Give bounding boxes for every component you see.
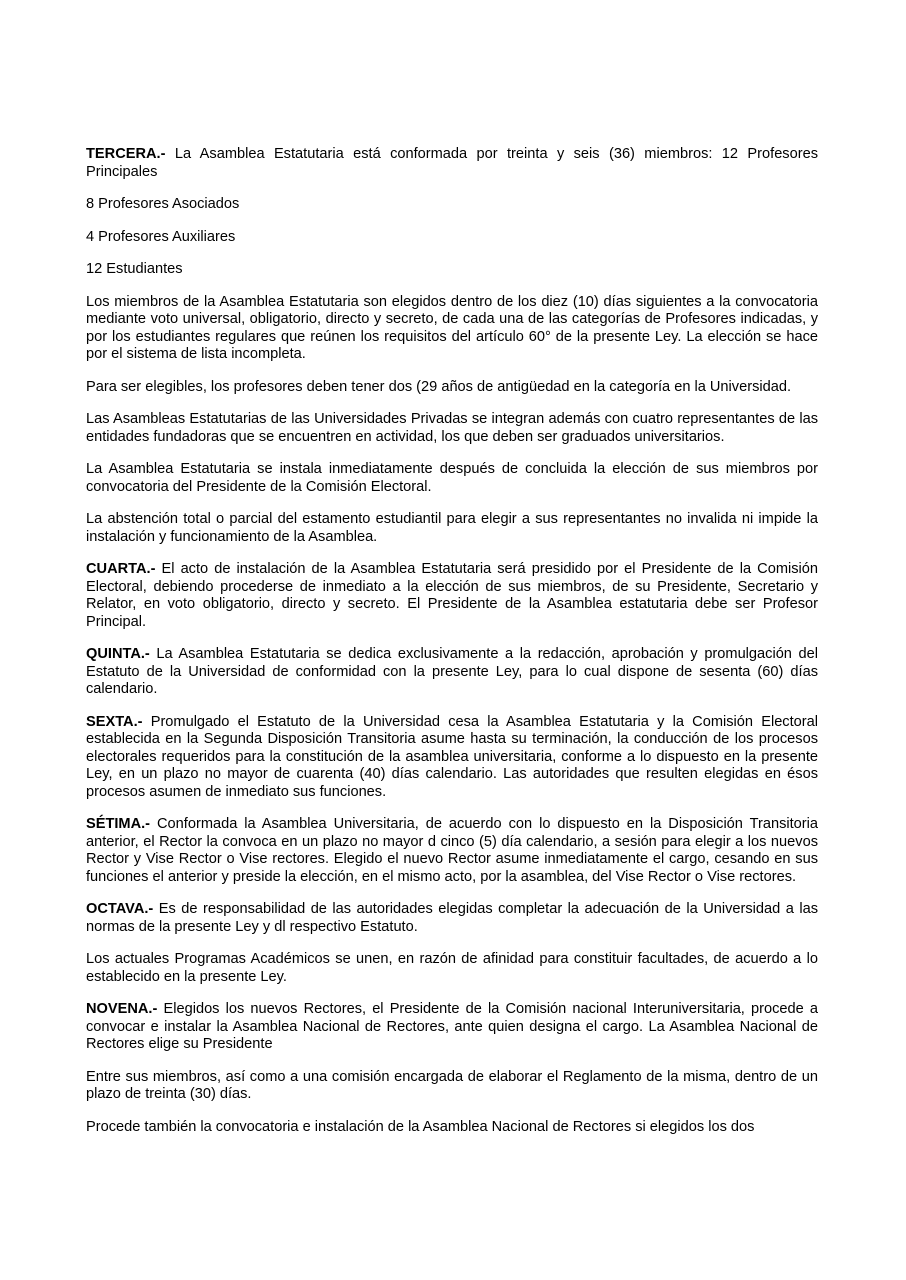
paragraph-text: 4 Profesores Auxiliares [86,228,236,245]
paragraph-text: Los miembros de la Asamblea Estatutaria son elegidos dentro de los diez (10) días siguientes a la convocatoria mediante voto universal, obligatorio, directo y secreto, de cada una de las categorías de Profesores indicadas, y por los estudiantes regulares que reúnen los requisitos del artículo 60° de la presente Ley. La elección se hace por el sistema de lista incompleta. [86,293,818,362]
paragraph-text: La Asamblea Estatutaria está conformada por treinta y seis (36) miembros: 12 Profesores Principales [86,146,818,180]
heading-setima: SÉTIMA.- [86,816,151,832]
heading-tercera: TERCERA.- [86,146,166,162]
paragraph-text: 8 Profesores Asociados [86,196,240,212]
paragraph-sexta [86,714,818,802]
paragraph-cuarta [86,561,818,631]
heading-novena: NOVENA.- [86,1001,158,1017]
paragraph-octava [86,901,818,936]
paragraph-auxiliares [86,229,818,247]
paragraph-novena [86,1001,818,1054]
paragraph-tercera [86,146,818,181]
paragraph-convocatoria [86,1119,818,1137]
paragraph-privadas [86,411,818,446]
paragraph-estudiantes [86,261,818,279]
paragraph-eleccion [86,294,818,364]
paragraph-text: Promulgado el Estatuto de la Universidad cesa la Asamblea Estatutaria y la Comisión Electoral establecida en la Segunda Disposición Transitoria asume hasta su terminación, la conducción de los procesos electorales requeridos para la constitución de la asamblea universitaria, conforme a lo dispuesto en la presente Ley, en un plazo no mayor de cuarenta (40) días calendario. Las autoridades que resulten elegidas en ésos procesos asumen de inmediato sus funciones. [86,713,818,800]
paragraph-text: Conformada la Asamblea Universitaria, de acuerdo con lo dispuesto en la Disposición Transitoria anterior, el Rector la convoca en un plazo no mayor d cinco (5) día calendario, a sesión para elegir a los nuevos Rector y Vise Rector o Vise rectores. Elegido el nuevo Rector asume inmediatamente el cargo, cesando en sus funciones el anterior y preside la elección, en el mismo acto, por la asamblea, del Vise Rector o Vise rectores. [86,816,818,885]
paragraph-text: 12 Estudiantes [86,261,183,277]
paragraph-programas [86,951,818,986]
paragraph-text: La abstención total o parcial del estamento estudiantil para elegir a sus representantes no invalida ni impide la instalación y funcionamiento de la Asamblea. [86,511,818,545]
paragraph-quinta [86,646,818,699]
paragraph-text: Es de responsabilidad de las autoridades elegidas completar la adecuación de la Universidad a las normas de la presente Ley y dl respectivo Estatuto. [86,901,818,935]
heading-octava: OCTAVA.- [86,901,154,917]
document-page [86,146,818,1137]
paragraph-abstencion [86,511,818,546]
heading-cuarta: CUARTA.- [86,561,156,577]
paragraph-text: Para ser elegibles, los profesores deben tener dos (29 años de antigüedad en la categoría en la Universidad. [86,378,792,395]
paragraph-text: Elegidos los nuevos Rectores, el Presidente de la Comisión nacional Interuniversitaria, procede a convocar e instalar la Asamblea Nacional de Rectores, ante quien designa el cargo. La Asamblea Nacional de Rectores elige su Presidente [86,1001,818,1052]
paragraph-reglamento [86,1069,818,1104]
paragraph-elegibles [86,379,818,397]
heading-quinta: QUINTA.- [86,646,150,662]
paragraph-setima [86,816,818,886]
paragraph-text: La Asamblea Estatutaria se dedica exclusivamente a la redacción, aprobación y promulgación del Estatuto de la Universidad de conformidad con la presente Ley, para lo cual dispone de sesenta (60) días calendario. [86,646,818,697]
paragraph-text: Las Asambleas Estatutarias de las Universidades Privadas se integran además con cuatro representantes de las entidades fundadoras que se encuentren en actividad, los que deben ser graduados universitarios. [86,411,818,445]
paragraph-text: El acto de instalación de la Asamblea Estatutaria será presidido por el Presidente de la Comisión Electoral, debiendo procederse de inmediato a la elección de sus miembros, de su Presidente, Secretario y Relator, en voto obligatorio, directo y secreto. El Presidente de la Asamblea estatutaria debe ser Profesor Principal. [86,561,818,630]
paragraph-instalacion [86,461,818,496]
paragraph-text: Procede también la convocatoria e instalación de la Asamblea Nacional de Rectores si elegidos los dos [86,1118,755,1135]
paragraph-text: Los actuales Programas Académicos se unen, en razón de afinidad para constituir facultades, de acuerdo a lo establecido en la presente Ley. [86,951,818,985]
paragraph-text: Entre sus miembros, así como a una comisión encargada de elaborar el Reglamento de la misma, dentro de un plazo de treinta (30) días. [86,1068,818,1102]
paragraph-text: La Asamblea Estatutaria se instala inmediatamente después de concluida la elección de sus miembros por convocatoria del Presidente de la Comisión Electoral. [86,461,818,495]
heading-sexta: SEXTA.- [86,713,143,730]
paragraph-asociados [86,196,818,214]
